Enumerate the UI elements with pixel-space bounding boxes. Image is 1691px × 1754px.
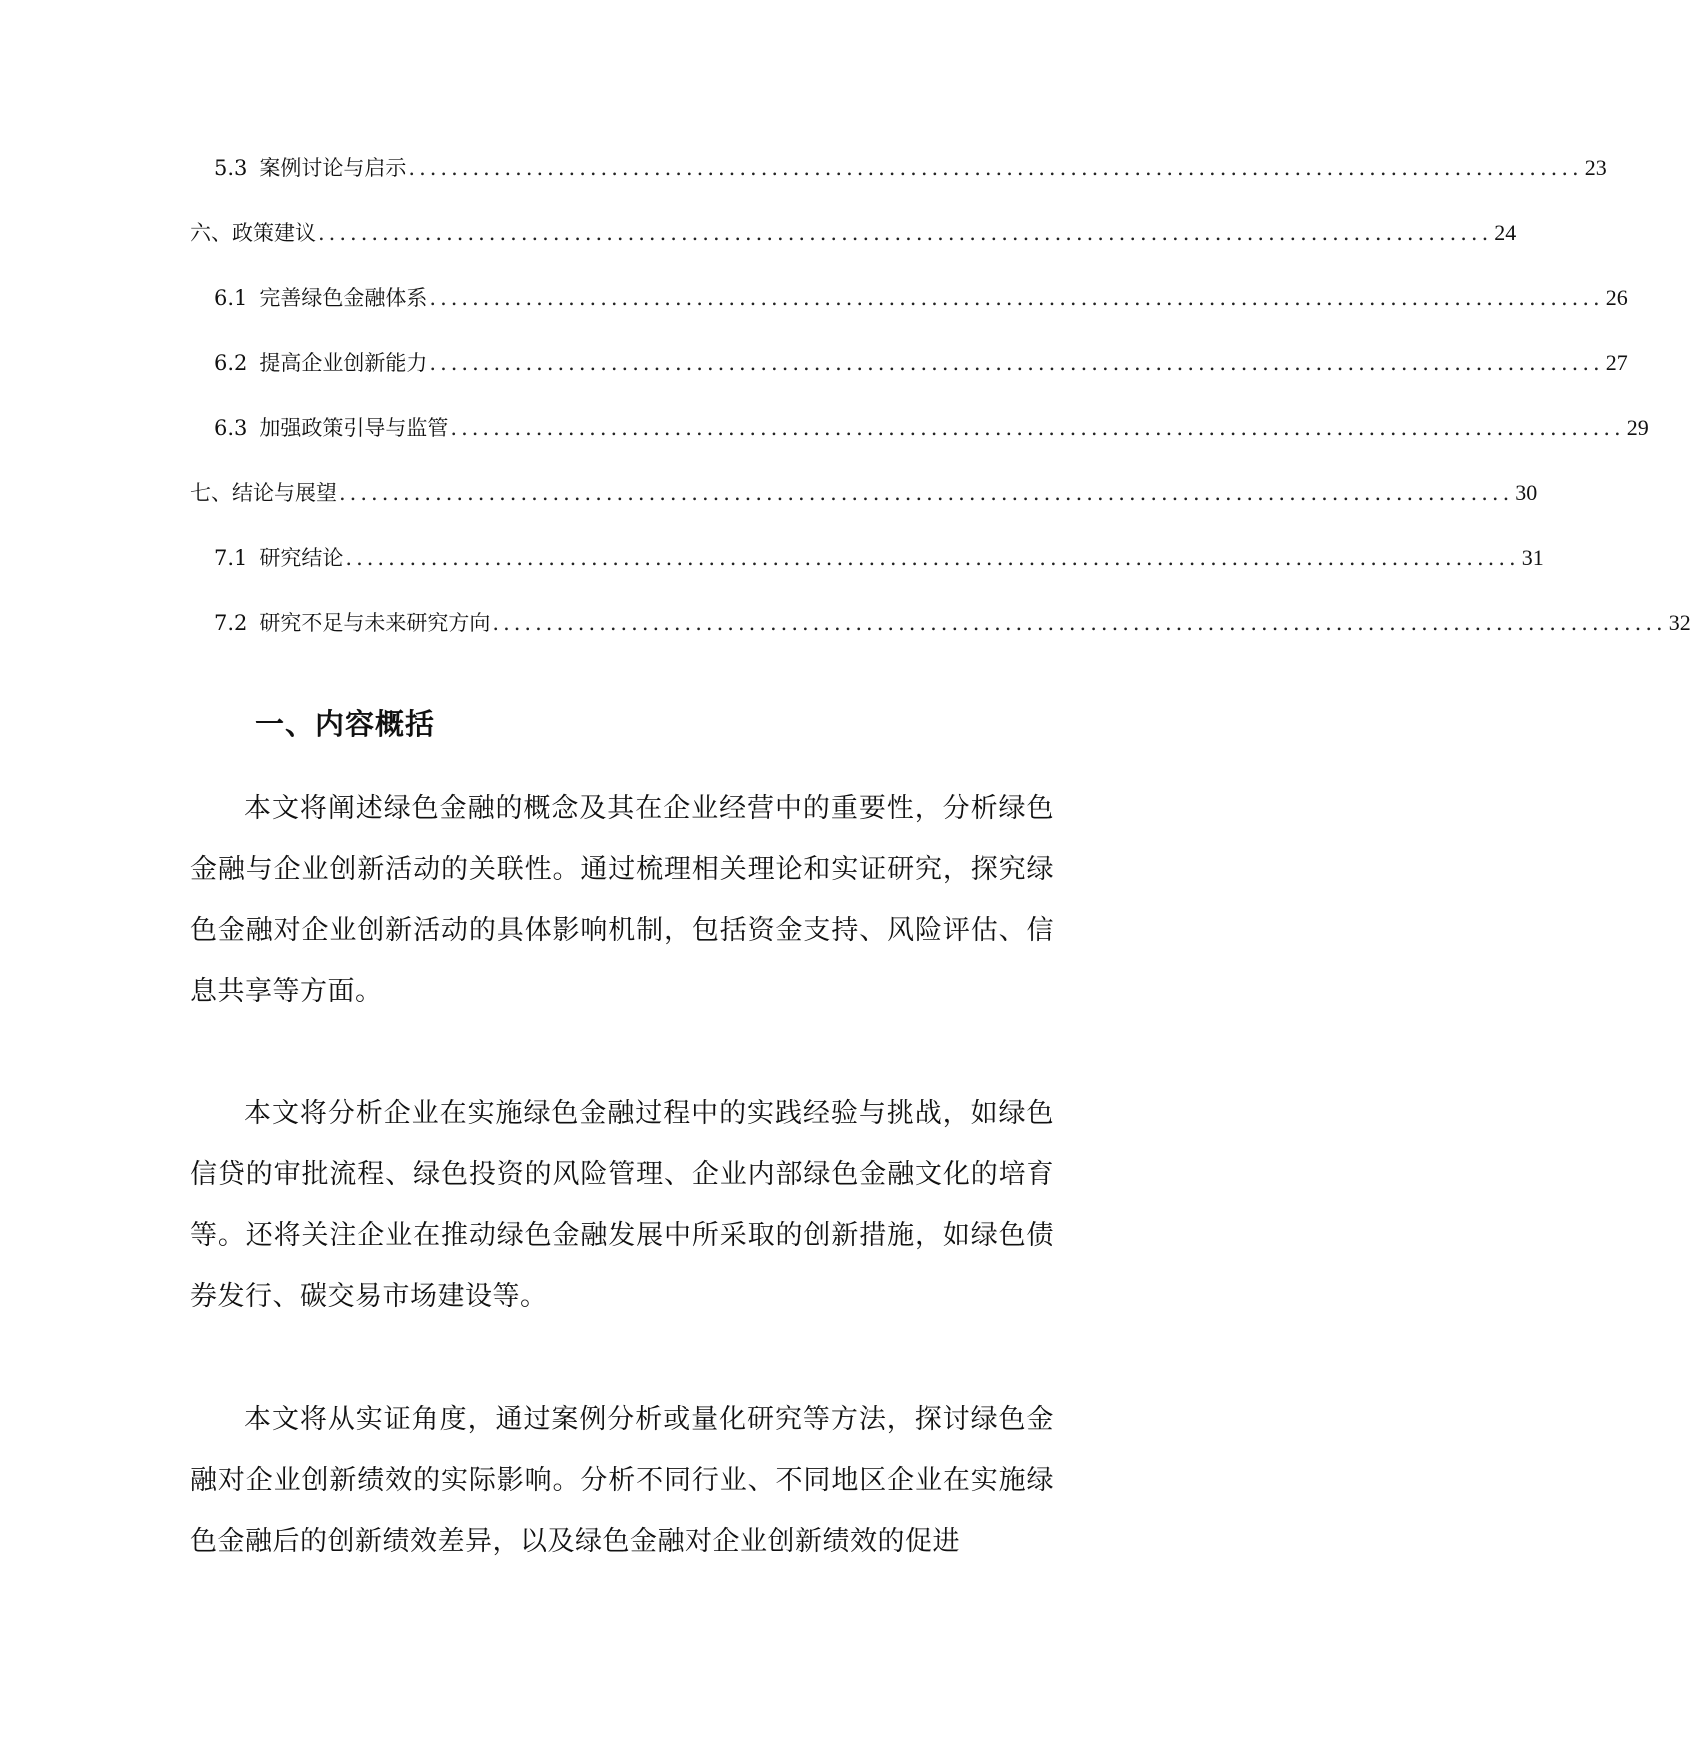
toc-entry-title: 结论与展望	[232, 481, 337, 505]
toc-entry-page: 32	[1668, 610, 1691, 635]
toc-entry[interactable]	[214, 608, 1691, 638]
toc-entry-page: 31	[1521, 545, 1544, 570]
toc-entry-page: 29	[1626, 415, 1649, 440]
toc-entry-number: 7.1	[214, 546, 248, 570]
toc-entry-title: 研究结论	[259, 546, 344, 570]
toc-entry-page: 30	[1515, 480, 1538, 505]
toc-entry-title: 提高企业创新能力	[259, 351, 428, 375]
toc-leader-dots: ..............................................................................................................	[429, 286, 1604, 310]
toc-entry[interactable]	[214, 413, 1649, 443]
toc-entry-page: 23	[1584, 155, 1607, 180]
toc-entry-number: 七、	[190, 481, 232, 505]
toc-leader-dots: ..............................................................................................................	[339, 481, 1514, 505]
toc-entry-title: 加强政策引导与监管	[259, 416, 449, 440]
toc-entry-number: 7.2	[214, 611, 248, 635]
toc-entry-number: 6.2	[214, 351, 248, 375]
toc-entry[interactable]	[214, 543, 1544, 573]
body-paragraph: 本文将阐述绿色金融的概念及其在企业经营中的重要性，分析绿色金融与企业创新活动的关联性。通过梳理相关理论和实证研究，探究绿色金融对企业创新活动的具体影响机制，包括资金支持、风险评估、信息共享等方面。	[190, 793, 1054, 1007]
toc-entry-title: 完善绿色金融体系	[259, 286, 428, 310]
toc-entry-page: 24	[1494, 220, 1517, 245]
toc-entry-number: 六、	[190, 221, 232, 245]
toc-leader-dots: ..............................................................................................................	[318, 221, 1493, 245]
toc-entry-title: 研究不足与未来研究方向	[259, 611, 491, 635]
toc-entry-title: 案例讨论与启示	[259, 156, 407, 180]
toc-entry-page: 26	[1605, 285, 1628, 310]
toc-entry-page: 27	[1605, 350, 1628, 375]
toc-entry-title: 政策建议	[232, 221, 316, 245]
toc-entry-number: 5.3	[214, 156, 248, 180]
body-paragraph: 本文将从实证角度，通过案例分析或量化研究等方法，探讨绿色金融对企业创新绩效的实际影响。分析不同行业、不同地区企业在实施绿色金融后的创新绩效差异，以及绿色金融对企业创新绩效的促进	[190, 1404, 1054, 1557]
toc-entry[interactable]	[214, 348, 1628, 378]
toc-entry[interactable]	[214, 153, 1607, 183]
toc-leader-dots: ..............................................................................................................	[429, 351, 1604, 375]
toc-entry-number: 6.1	[214, 286, 248, 310]
toc-entry-number: 6.3	[214, 416, 248, 440]
toc-entry[interactable]	[214, 283, 1628, 313]
section-heading: 一、内容概括	[255, 707, 436, 741]
toc-leader-dots: ..............................................................................................................	[450, 416, 1625, 440]
toc-leader-dots: ..............................................................................................................	[345, 546, 1520, 570]
toc-leader-dots: ..............................................................................................................	[492, 611, 1667, 635]
toc-leader-dots: ..............................................................................................................	[408, 156, 1583, 180]
body-paragraph: 本文将分析企业在实施绿色金融过程中的实践经验与挑战，如绿色信贷的审批流程、绿色投资的风险管理、企业内部绿色金融文化的培育等。还将关注企业在推动绿色金融发展中所采取的创新措施，如绿色债券发行、碳交易市场建设等。	[190, 1098, 1054, 1312]
toc-entry[interactable]	[190, 478, 1538, 508]
toc-entry[interactable]	[190, 218, 1517, 248]
